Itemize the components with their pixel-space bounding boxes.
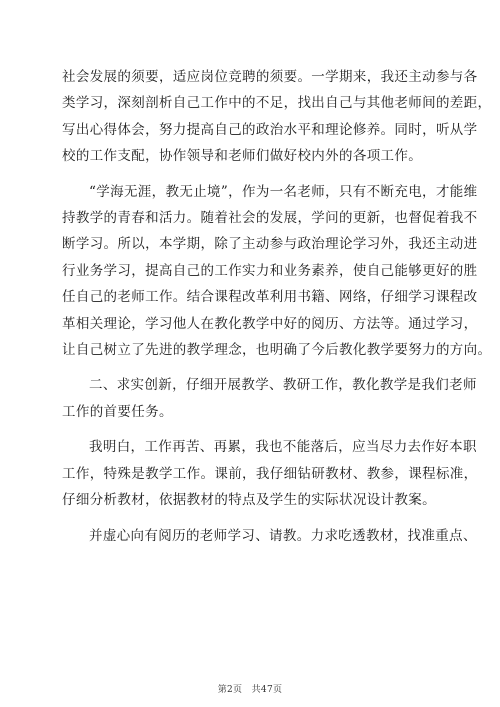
text-line: 断学习。所以，本学期，除了主动参与政治理论学习外，我还主动进 xyxy=(62,236,478,253)
text-line: 任自己的老师工作。结合课程改革利用书籍、网络，仔细学习课程改 xyxy=(62,289,478,306)
text-line: 行业务学习，提高自己的工作实力和业务素养，使自己能够更好的胜 xyxy=(62,262,478,279)
text-line: 仔细分析教材，依据教材的特点及学生的实际状况设计教案。 xyxy=(62,492,436,509)
text-line: 我明白，工作再苦、再累，我也不能落后，应当尽力去作好本职 xyxy=(89,439,477,456)
text-line: 社会发展的须要，适应岗位竞聘的须要。一学期来，我还主动参与各 xyxy=(62,69,478,85)
text-line: 持教学的青春和活力。随着社会的发展，学问的更新，也督促着我不 xyxy=(62,210,478,227)
text-line: “学海无涯，教无止境”，作为一名老师，只有不断充电，才能维 xyxy=(89,183,478,200)
text-line: 让自己树立了先进的教学理念，也明确了今后教化教学要努力的方向。 xyxy=(62,342,492,359)
text-line: 革相关理论，学习他人在教化教学中好的阅历、方法等。通过学习， xyxy=(62,315,478,332)
document-body xyxy=(62,64,492,549)
text-line: 工作，特殊是教学工作。课前，我仔细钻研教材、教参，课程标准， xyxy=(62,465,478,482)
text-line: 写出心得体会，努力提高自己的政治水平和理论修养。同时，听从学 xyxy=(62,121,478,138)
text-line: 校的工作支配，协作领导和老师们做好校内外的各项工作。 xyxy=(62,148,423,165)
page-number-footer: 第2页 共47页 xyxy=(217,685,283,695)
text-line: 类学习，深刻剖析自己工作中的不足，找出自己与其他老师间的差距， xyxy=(62,95,492,112)
text-line: 并虚心向有阅历的老师学习、请教。力求吃透教材，找准重点、 xyxy=(89,527,477,544)
text-line: 工作的首要任务。 xyxy=(62,403,173,420)
text-line: 二、求实创新，仔细开展教学、教研工作，教化教学是我们老师 xyxy=(89,377,477,394)
